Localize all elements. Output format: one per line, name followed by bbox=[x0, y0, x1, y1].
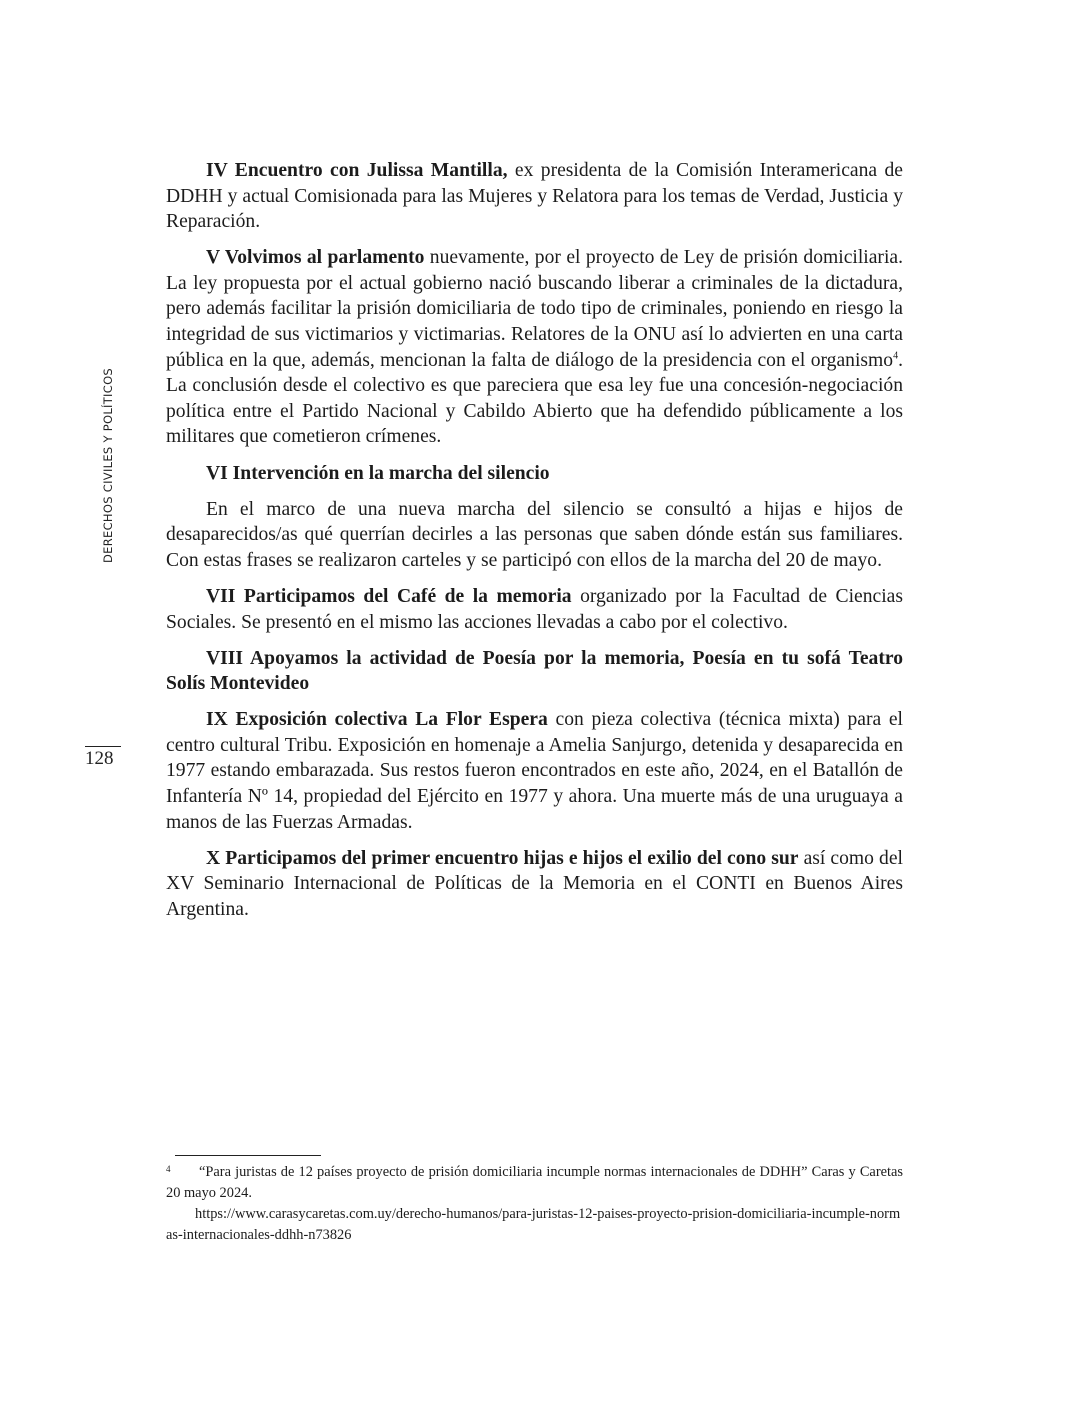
footnotes bbox=[166, 1162, 903, 1246]
paragraph-ix bbox=[166, 707, 903, 835]
paragraph-iv bbox=[166, 158, 903, 235]
paragraph-x bbox=[166, 846, 903, 923]
paragraph-heading: IV Encuentro con Julissa Mantilla, bbox=[206, 160, 508, 181]
paragraph-text: con pieza colectiva (técnica mixta) para el centro cultural Tribu. Exposición en homenaje a Amelia Sanjurgo, detenida y desaparecida en 1977 estando embarazada. Sus restos fueron encontrados en este año, 2024, en el Batallón de Infantería Nº 14, propiedad del Ejército en 1977 y ahora. Una muerte más de una uruguaya a manos de las Fuerzas Armadas. bbox=[166, 709, 904, 833]
body-text bbox=[166, 158, 903, 933]
paragraph-v bbox=[166, 245, 903, 450]
paragraph-heading: V Volvimos al parlamento bbox=[206, 247, 425, 269]
footnote-text: “Para juristas de 12 países proyecto de prisión domiciliaria incumple normas internacionales de DDHH” Caras y Caretas 20 mayo 2024. bbox=[166, 1164, 903, 1201]
paragraph-heading: VI Intervención en la marcha del silencio bbox=[206, 462, 550, 484]
paragraph-vi bbox=[166, 461, 903, 487]
paragraph-heading: X Participamos del primer encuentro hijas e hijos el exilio del cono sur bbox=[206, 847, 799, 869]
paragraph-heading: VIII Apoyamos la actividad de Poesía por la memoria, Poesía en tu sofá Teatro Solís Montevideo bbox=[166, 647, 903, 695]
footnote-marker: 4 bbox=[166, 1164, 171, 1174]
paragraph-text-continued: . La conclusión desde el colectivo es que pareciera que esa ley fue una concesión-negociación política entre el Partido Nacional y Cabildo Abierto que ha defendido públicamente a los militares que cometieron crímenes. bbox=[166, 349, 903, 448]
footnote-reference[interactable]: 4 bbox=[893, 350, 899, 362]
paragraph-heading: VII Participamos del Café de la memoria bbox=[206, 585, 572, 607]
paragraph-vii bbox=[166, 584, 903, 635]
footnote bbox=[166, 1162, 903, 1204]
running-header: DERECHOS CIVILES Y POLÍTICOS bbox=[101, 367, 115, 563]
paragraph-vi-body bbox=[166, 497, 903, 574]
page-number-rule bbox=[85, 746, 121, 747]
footnote-separator bbox=[175, 1155, 321, 1156]
page-number: 128 bbox=[85, 748, 114, 769]
paragraph-text: así como del XV Seminario Internacional de Políticas de la Memoria en el CONTI en Buenos Aires Argentina. bbox=[166, 847, 903, 920]
paragraph-heading: IX Exposición colectiva La Flor Espera bbox=[206, 709, 548, 731]
paragraph-viii bbox=[166, 646, 903, 697]
paragraph-text: organizado por la Facultad de Ciencias Sociales. Se presentó en el mismo las acciones llevadas a cabo por el colectivo. bbox=[166, 585, 903, 633]
footnote-url[interactable]: https://www.carasycaretas.com.uy/derecho-humanos/para-juristas-12-paises-proyecto-prision-domiciliaria-incumple-normas-internacionales-ddhh-n73826 bbox=[166, 1206, 901, 1243]
paragraph-text: nuevamente, por el proyecto de Ley de prisión domiciliaria. La ley propuesta por el actual gobierno nació buscando liberar a criminales de la dictadura, pero además facilitar la prisión domiciliaria de todo tipo de criminales, poniendo en riesgo la integridad de sus victimarios y victimarias. Relatores de la ONU así lo advierten en una carta pública en la que, además, mencionan la falta de diálogo de la presidencia con el organismo bbox=[166, 247, 903, 371]
paragraph-text: ex presidenta de la Comisión Interamericana de DDHH y actual Comisionada para las Mujeres y Relatora para los temas de Verdad, Justicia y Reparación. bbox=[166, 160, 903, 233]
paragraph-text: En el marco de una nueva marcha del silencio se consultó a hijas e hijos de desaparecidos/as qué querrían decirles a las personas que saben dónde están sus familiares. Con estas frases se realizaron carteles y se participó con ellos de la marcha del 20 de mayo. bbox=[166, 498, 903, 571]
